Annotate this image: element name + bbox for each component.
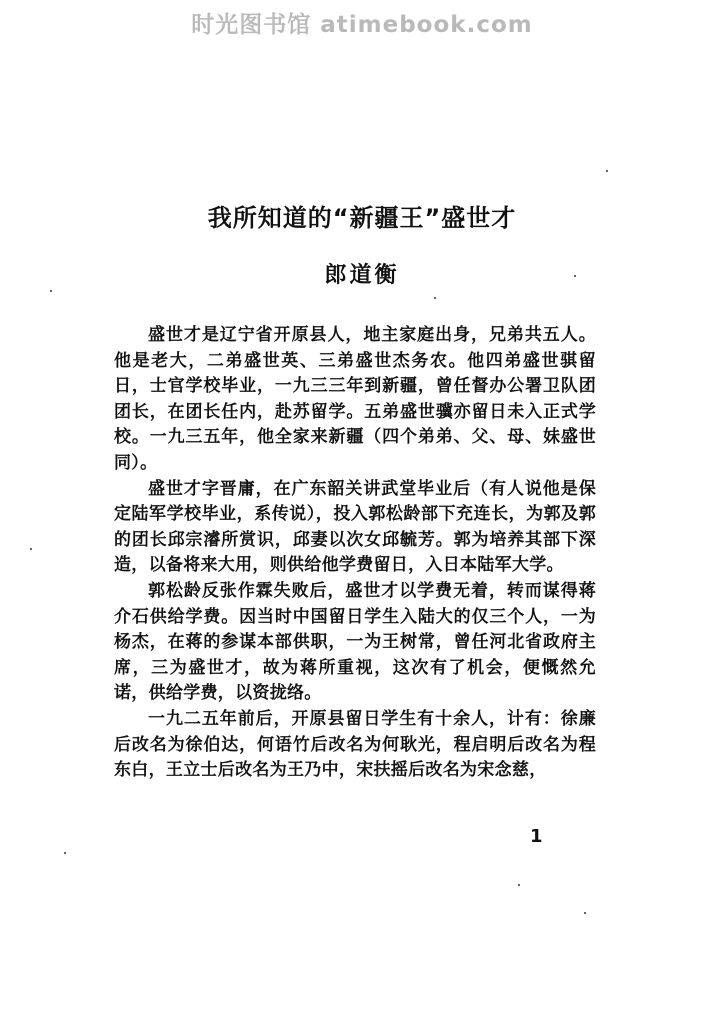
scan-speck — [574, 275, 576, 277]
article-body — [114, 323, 596, 784]
scan-speck — [606, 170, 608, 172]
article-author: 郎道衡 — [324, 263, 400, 288]
paragraph-4: 一九二五年前后，开原县留日学生有十余人，计有：徐廉后改名为徐伯达，何语竹后改名为何耿光，程启明后改名为程东白，王立士后改名为王乃中，宋扶摇后改名为宋念慈， — [114, 708, 596, 781]
page-number: 1 — [530, 826, 543, 847]
scan-speck — [584, 912, 586, 914]
scan-speck — [434, 297, 436, 299]
paragraph-1: 盛世才是辽宁省开原县人，地主家庭出身，兄弟共五人。他是老大，二弟盛世英、三弟盛世杰务农。他四弟盛世骐留日，士官学校毕业，一九三三年到新疆，曾任督办公署卫队团团长，在团长任内，赴苏留学。五弟盛世骥亦留日未入正式学校。一九三五年，他全家来新疆（四个弟弟、父、母、妹盛世同）。 — [114, 325, 596, 473]
scan-speck — [50, 290, 52, 292]
paragraph-2: 盛世才字晋庸，在广东韶关讲武堂毕业后（有人说他是保定陆军学校毕业，系传说），投入郭松龄部下充连长，为郭及郭的团长邱宗濬所赏识，邱妻以次女邱毓芳。郭为培养其部下深造，以备将来大用，则供给他学费留日，入日本陆军大学。 — [114, 478, 596, 576]
scan-speck — [64, 852, 66, 854]
article-title: 我所知道的“新疆王”盛世才 — [207, 204, 517, 232]
paragraph-3: 郭松龄反张作霖失败后，盛世才以学费无着，转而谋得蒋介石供给学费。因当时中国留日学生入陆大的仅三个人，一为杨杰，在蒋的参谋本部供职，一为王树常，曾任河北省政府主席，三为盛世才，故为蒋所重视，这次有了机会，便慨然允诺，供给学费，以资拢络。 — [114, 580, 596, 704]
scan-speck — [518, 884, 520, 886]
scan-speck — [30, 548, 32, 550]
site-watermark: 时光图书馆 atimebook.com — [191, 12, 533, 38]
